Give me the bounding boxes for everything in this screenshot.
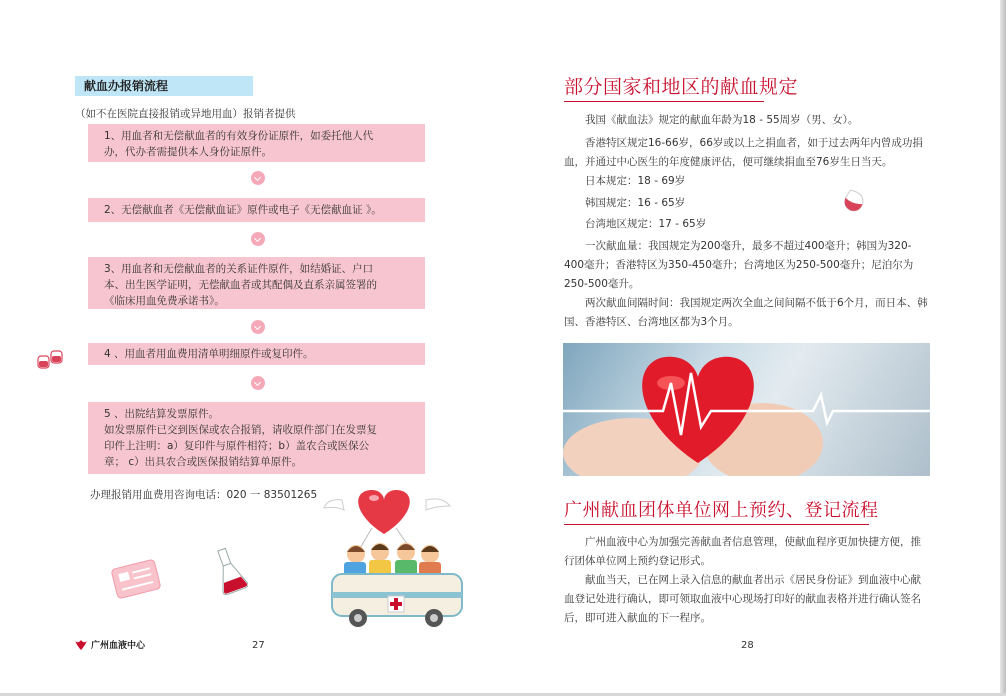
right-page (503, 0, 1006, 696)
step-line: 2、无偿献血者《无偿献血证》原件或电子《无偿献血证 》。 (104, 204, 382, 216)
step-line: 3、用血者和无偿献血者的关系证件原件，如结婚证、户口 (104, 263, 374, 275)
blood-bag-icon (36, 348, 66, 372)
paragraph: 两次献血间隔时间：我国规定两次全血之间间隔不低于6个月，而日本、韩国、香港特区、台湾地区都为3个月。 (564, 297, 928, 328)
subtitle: （如不在医院直接报销或异地用血）报销者提供 (75, 108, 296, 120)
heart-hands-photo (563, 343, 930, 476)
step-5 (88, 402, 425, 474)
flask-icon (212, 544, 248, 596)
logo-text: 广州血液中心 (91, 641, 146, 651)
drop-logo-icon (74, 639, 88, 651)
page-edge (1000, 0, 1006, 696)
step-line: 章； c）出具农合或医保报销结算单原件。 (104, 456, 303, 468)
step-line: 本、出生医学证明，无偿献血者或其配偶及直系亲属签署的 (104, 279, 377, 291)
step-line: 如发票原件已交到医保或农合报销，请收原件部门在发票复 (104, 424, 377, 436)
donation-card-icon (108, 556, 164, 602)
paragraph: 台湾地区规定：17 - 65岁 (585, 218, 707, 230)
paragraph: 韩国规定：16 - 65岁 (585, 197, 686, 209)
heading-donation-regulations: 部分国家和地区的献血规定 (564, 76, 799, 98)
chevron-down-icon (251, 232, 265, 246)
chevron-down-icon (251, 171, 265, 185)
step-line: 办，代办者需提供本人身份证原件。 (104, 146, 272, 158)
step-2 (88, 198, 425, 222)
paragraph: 献血当天，已在网上录入信息的献血者出示《居民身份证》到血液中心献血登记处进行确认，即可领取血液中心现场打印好的献血表格并进行确认签名后，即可进入献血的下一程序。 (564, 574, 921, 624)
paragraph: 我国《献血法》规定的献血年龄为18 - 55周岁（男、女）。 (585, 114, 859, 126)
consult-phone: 办理报销用血费用咨询电话：020 一 83501265 (90, 489, 318, 501)
heart-hands-image (563, 343, 930, 476)
heading-online-booking: 广州献血团体单位网上预约、登记流程 (564, 500, 879, 521)
step-line: 4 、用血者用血费用清单明细原件或复印件。 (104, 348, 314, 360)
step-1 (88, 124, 425, 162)
heading-underline (564, 524, 869, 525)
logo (74, 638, 145, 651)
page-number: 28 (741, 640, 754, 651)
paragraph: 广州血液中心为加强完善献血者信息管理，使献血程序更加快捷方便，推行团体单位网上预约登记形式。 (564, 536, 921, 567)
heading-underline (564, 101, 764, 102)
step-line: 《临床用血免费承诺书》。 (104, 295, 225, 307)
chevron-down-icon (251, 320, 265, 334)
paragraph: 日本规定：18 - 69岁 (585, 175, 686, 187)
step-line: 1、用血者和无偿献血者的有效身份证原件，如委托他人代 (104, 130, 374, 142)
paragraph: 一次献血量：我国规定为200毫升，最多不超过400毫升；韩国为320-400毫升；香港特区为350-450毫升；台湾地区为250-500毫升；尼泊尔为250-500毫升。 (564, 240, 914, 290)
step-3 (88, 257, 425, 309)
page-number: 27 (252, 640, 265, 651)
paragraph: 香港特区规定16-66岁，66岁或以上之捐血者，如于过去两年内曾成功捐血，并通过中心医生的年度健康评估，便可继续捐血至76岁生日当天。 (564, 137, 923, 168)
step-line: 5 、出院结算发票原件。 (104, 408, 220, 420)
bus-illustration (322, 484, 472, 634)
blood-drop-icon (839, 186, 869, 216)
step-4 (88, 343, 425, 365)
section-title: 献血办报销流程 (75, 76, 253, 96)
chevron-down-icon (251, 376, 265, 390)
step-line: 印件上注明：a）复印件与原件相符；b）盖农合或医保公 (104, 440, 370, 452)
